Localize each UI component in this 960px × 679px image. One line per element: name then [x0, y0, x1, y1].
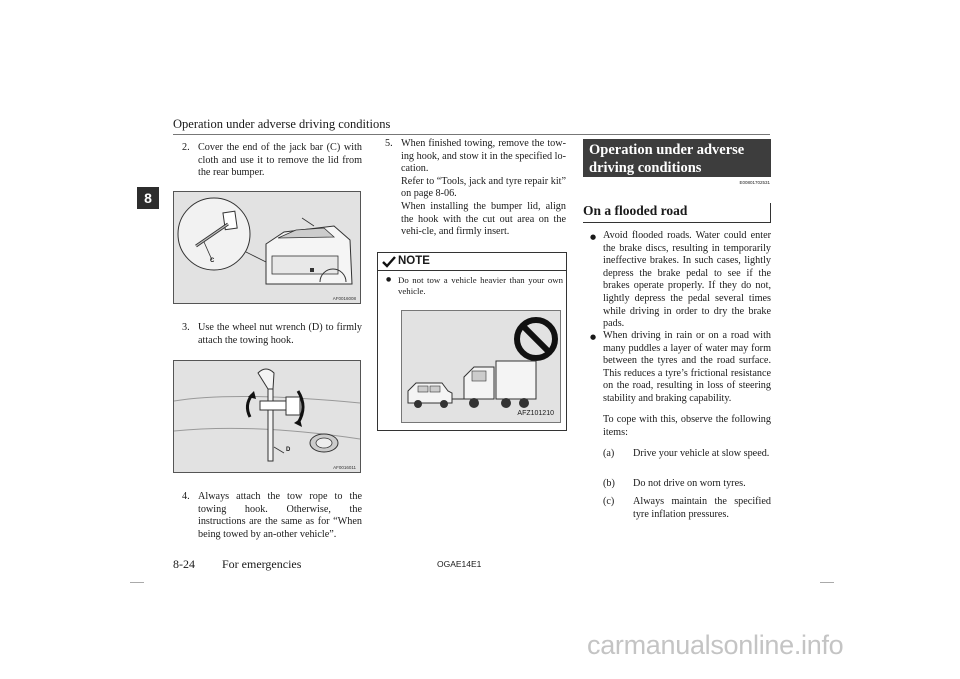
list-label: (b)	[603, 478, 615, 489]
figure-code: AF0016011	[333, 465, 356, 470]
step-2	[182, 142, 362, 180]
header-rule	[173, 134, 770, 135]
note-text: Do not tow a vehicle heavier than your own vehicle.	[398, 275, 563, 296]
step-text-3: When installing the bumper lid, align the hook with the cut out area on the vehi-cle, and firmly insert.	[401, 200, 566, 238]
bullet-icon: ●	[590, 233, 597, 241]
figure-code: AF0016008	[332, 296, 356, 301]
list-item-a	[603, 448, 771, 461]
step-text: Always attach the tow rope to the towing hook. Otherwise, the instructions are the same as for “When being towed by an-other vehicle”.	[198, 491, 362, 540]
list-text: Always maintain the specified tyre inflation pressures.	[633, 496, 771, 520]
no-entry-icon	[517, 320, 555, 358]
figure-tow-weight	[401, 310, 561, 423]
step-number: 2.	[182, 142, 190, 153]
watermark: carmanualsonline.info	[587, 630, 844, 660]
jack-bar-illustration	[174, 192, 360, 303]
step-text-1: When finished towing, remove the tow-ing hook, and stow it in the specified lo-cation.	[401, 138, 566, 175]
document-code: OGAE14E1	[437, 559, 482, 569]
callout-d: D	[286, 447, 291, 453]
list-label: (c)	[603, 496, 615, 507]
bullet-text: When driving in rain or on a road with many puddles a layer of water may form between the tyres and the road surface. This reduces a tyre’s frictional resistance on the road, resulting in loss of steering stability and braking capability.	[603, 330, 771, 404]
step-4	[182, 491, 362, 541]
bullet-item-2	[590, 330, 771, 406]
list-text: Drive your vehicle at slow speed.	[633, 448, 770, 459]
footer-chapter: For emergencies	[222, 557, 302, 571]
step-number: 5.	[385, 138, 393, 149]
step-number: 4.	[182, 491, 190, 502]
bullet-text: Avoid flooded roads. Water could enter the brake discs, resulting in temporarily ineffective brakes. In such cases, lightly depress the brake pedal to see if the brakes operate properly. If they do not, lightly depress the pedal several times while driving in order to dry the brake pads.	[603, 230, 771, 330]
note-check-icon	[382, 256, 396, 268]
crop-mark	[820, 582, 834, 583]
wrench-illustration	[174, 361, 360, 472]
note-label: NOTE	[398, 255, 430, 267]
section-title: Operation under adverse driving conditions	[583, 139, 771, 177]
step-text: Cover the end of the jack bar (C) with cloth and use it to remove the lid from the rear bumper.	[198, 142, 362, 179]
list-text: Do not drive on worn tyres.	[633, 478, 746, 489]
figure-code: AFZ101210	[517, 410, 554, 417]
subsection-title: On a flooded road	[583, 203, 771, 223]
list-item-b	[603, 478, 771, 491]
step-number: 3.	[182, 322, 190, 333]
figure-wheel-nut-wrench	[173, 360, 361, 473]
page-number: 8-24	[173, 557, 195, 571]
step-5	[385, 138, 566, 239]
callout-c: C	[210, 258, 215, 264]
running-head: Operation under adverse driving conditions	[173, 117, 391, 131]
crop-mark	[130, 582, 144, 583]
step-text: Use the wheel nut wrench (D) to firmly attach the towing hook.	[198, 322, 362, 346]
figure-jack-bar	[173, 191, 361, 304]
note-header	[378, 253, 566, 271]
bullet-icon: ●	[590, 333, 597, 341]
bullet-item-1	[590, 230, 771, 331]
section-code: E00801702531	[739, 180, 770, 185]
list-label: (a)	[603, 448, 615, 459]
bullet-icon: ●	[386, 276, 392, 283]
step-3	[182, 322, 362, 347]
list-item-c	[603, 496, 771, 521]
tow-illustration	[402, 311, 560, 422]
step-text-2: Refer to “Tools, jack and tyre repair kit” on page 8-06.	[401, 175, 566, 200]
cope-text: To cope with this, observe the following items:	[603, 414, 771, 438]
note-box	[377, 252, 567, 431]
chapter-tab: 8	[137, 187, 159, 209]
